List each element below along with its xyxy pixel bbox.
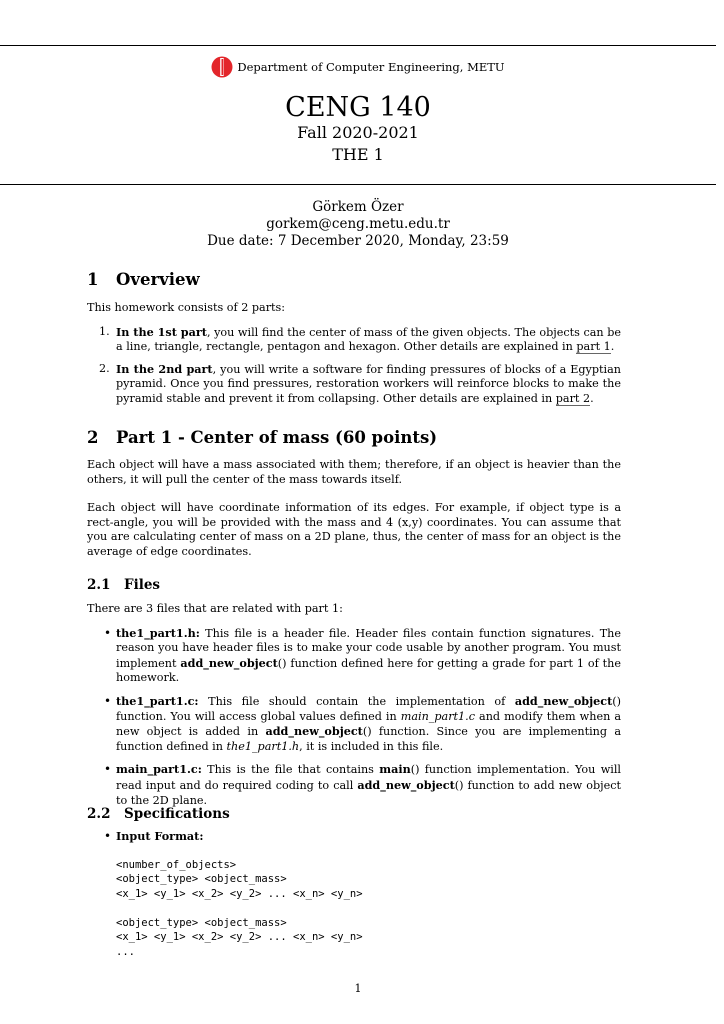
item-text: () function to add new object to the 2D plane. [116,778,621,807]
item-text: () function. You will access global values defined in [116,694,621,723]
department-name: Department of Computer Engineering, METU [237,60,505,74]
bullet-icon: • [104,625,112,640]
list-item [87,362,621,407]
item-text: () function defined here for getting a grade for part 1 of the homework. [116,656,621,685]
section-2-heading [87,428,437,448]
assignment-name: THE 1 [332,145,384,164]
item-text: This file should contain the implementation of [198,694,515,708]
top-rule [0,45,716,46]
section-1-heading [87,270,200,290]
list-marker: 1. [99,324,110,338]
function-name: add_new_object [357,777,455,792]
header-bottom-rule [0,184,716,185]
code-line: ... [116,945,135,958]
section-1-title: Overview [116,270,200,289]
function-name: add_new_object [265,724,363,739]
section-2-2-body [87,829,621,959]
page-number: 1 [354,982,362,995]
item-text: , you will write a software for finding pressures of blocks of a Egyptian pyramid. Once you find pressures, restoration workers will reinforce blocks to make the pyramid stable and prevent it from collapsing. Other details are explained in [116,362,621,405]
item-end: . [590,391,594,405]
file-name: the1_part1.h: [116,625,200,640]
parts-list [87,325,621,407]
item-text: () function implementation. You will read input and do required coding to call [116,763,621,792]
specifications-list [87,829,621,845]
code-blank-line [116,901,621,916]
list-item [87,829,621,845]
author-email: gorkem@ceng.metu.edu.tr [266,216,450,232]
files-intro: There are 3 files that are related with part 1: [87,602,343,615]
section-2-title: Part 1 - Center of mass (60 points) [116,428,438,447]
item-text: This file is a header file. Header files contain function signatures. The reason you have header files is to make your code usable by another program. You must implement [116,626,621,670]
section-1-body [87,301,621,407]
section-2-body [87,458,621,560]
item-text: and modify them when a new object is added in [116,709,621,739]
section-2-2-number: 2.2 [87,806,111,822]
section-2-1-heading [87,577,160,594]
author-name: Görkem Özer [312,199,404,215]
due-date: Due date: 7 December 2020, Monday, 23:59 [207,233,509,249]
course-title: CENG 140 [285,92,431,123]
section-1-number: 1 [87,270,99,289]
code-line: <number_of_objects> [116,858,237,871]
part-1-link[interactable]: part 1 [576,340,611,354]
input-format-code [87,858,621,960]
section-2-2-title: Specifications [124,806,230,822]
item-end: . [610,340,615,354]
section-2-1-number: 2.1 [87,577,111,593]
files-list [87,626,621,809]
section-2-number: 2 [87,428,99,447]
bullet-icon: • [104,762,112,777]
code-line: <x_1> <y_1> <x_2> <y_2> ... <x_n> <y_n> [116,887,363,900]
section-2-2-heading [87,806,230,823]
bullet-icon: • [104,693,112,708]
department-line [0,56,716,78]
code-line: <x_1> <y_1> <x_2> <y_2> ... <x_n> <y_n> [116,931,363,944]
item-bold-lead: In the 1st part [116,324,207,339]
item-text: () function. Since you are implementing a function defined in [116,725,622,753]
bullet-icon: • [104,829,112,843]
code-line: <object_type> <object_mass> [116,916,287,929]
item-text: , you will find the center of mass of the given objects. The objects can be a line, triangle, rectangle, pentagon and hexagon. Other details are explained in [116,325,621,354]
item-bold-lead: In the 2nd part [116,361,213,376]
file-name: main_part1.c: [116,762,202,777]
section-2-1-body [87,602,621,808]
section-2-paragraph-2: Each object will have coordinate information of its edges. For example, if object type is a rect-angle, you will be provided with the mass and 4 (x,y) coordinates. You can assume that you are calculating center of mass on a 2D plane, thus, the center of mass for an object is the average of edge coordinates. [87,501,621,558]
list-marker: 2. [99,361,110,375]
section-2-paragraph-1: Each object will have a mass associated with them; therefore, if an object is heavier than the others, it will pull the center of the mass towards itself. [87,458,621,486]
list-item [87,762,621,808]
item-text: This is the file that contains [201,763,380,777]
term: Fall 2020-2021 [297,123,419,142]
file-name: the1_part1.c: [116,693,199,708]
section-1-intro: This homework consists of 2 parts: [87,301,286,314]
file-reference: the1_part1.h [226,739,300,753]
file-reference: main_part1.c [400,709,475,723]
item-text: , it is included in this file. [299,739,444,753]
function-name: add_new_object [514,693,613,708]
list-item [87,626,621,686]
input-format-label: Input Format: [116,829,204,843]
function-name: add_new_object [180,655,278,670]
section-2-1-title: Files [124,577,161,593]
code-line: <object_type> <object_mass> [116,873,287,886]
list-item [87,694,621,754]
part-2-link[interactable]: part 2 [555,391,591,405]
list-item [87,325,621,355]
metu-logo-icon [211,56,233,78]
function-name: main [379,762,411,777]
